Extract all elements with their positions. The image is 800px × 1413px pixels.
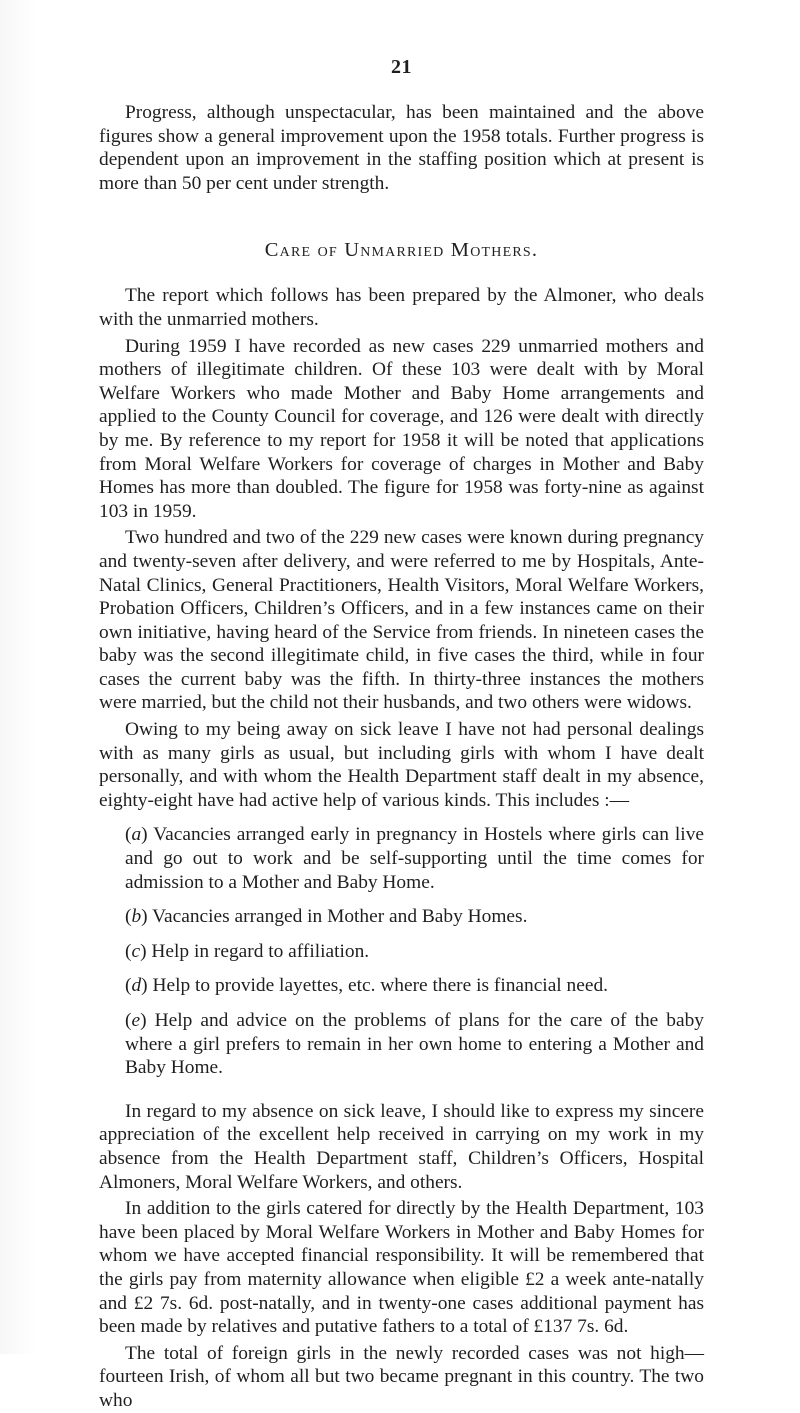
paragraph-almoner-report: The report which follows has been prepared by the Almoner, who deals with the unmarried mothers. xyxy=(99,285,704,330)
list-item-b xyxy=(99,905,704,929)
page-number: 21 xyxy=(391,56,412,78)
intro-paragraph: Progress, although unspectacular, has been maintained and the above figures show a general improvement upon the 1958 totals. Further progress is dependent upon an improvement in the staffing position which at present is more than 50 per cent under strength. xyxy=(99,102,704,194)
paragraph-referrals: Two hundred and two of the 229 new cases were known during pregnancy and twenty-seven after delivery, and were referred to me by Hospitals, Ante-Natal Clinics, General Practitioners, Health Visitors, Moral Welfare Workers, Probation Officers, Children’s Officers, and in a few instances came on their own initiative, having heard of the Service from friends. In nineteen cases the baby was the second illegitimate child, in five cases the third, while in four cases the current baby was the fifth. In thirty-three instances the mothers were married, but the child not their husbands, and two others were widows. xyxy=(99,527,704,714)
list-item-a xyxy=(99,823,704,894)
list-marker-c: (c) xyxy=(125,940,147,962)
paragraph-foreign-girls: The total of foreign girls in the newly recorded cases was not high—fourteen Irish, of whom all but two became pregnant in this country. The two who xyxy=(99,1342,704,1411)
paragraph-financial: In addition to the girls catered for directly by the Health Department, 103 have been placed by Moral Welfare Workers in Mother and Baby Homes for whom we have accepted financial responsibility. It will be remembered that the girls pay from maternity allowance when eligible £2 a week ante-natally and £2 7s. 6d. post-natally, and in twenty-one cases additional payment has been made by relatives and putative fathers to a total of £137 7s. 6d. xyxy=(99,1198,704,1338)
list-marker-d: (d) xyxy=(125,975,148,997)
list-text-d: Help to provide layettes, etc. where there is financial need. xyxy=(152,975,608,997)
list-marker-b: (b) xyxy=(125,906,148,928)
list-text-c: Help in regard to affiliation. xyxy=(151,940,370,962)
list-text-a: Vacancies arranged early in pregnancy in Hostels where girls can live and go out to work and be self-supporting until the time comes for admission to a Mother and Baby Home. xyxy=(125,824,704,893)
section-heading: Care of Unmarried Mothers. xyxy=(264,239,539,262)
list-item-c xyxy=(99,940,704,964)
paragraph-new-cases: During 1959 I have recorded as new cases 229 unmarried mothers and mothers of illegitimate children. Of these 103 were dealt with by Moral Welfare Workers who made Mother and Baby Home arrangements and applied to the County Council for coverage, and 126 were dealt with directly by me. By reference to my report for 1958 it will be noted that applications from Moral Welfare Workers for coverage of charges in Mother and Baby Homes has more than doubled. The figure for 1958 was forty-nine as against 103 in 1959. xyxy=(99,335,704,522)
paragraph-sick-leave-help: Owing to my being away on sick leave I have not had personal dealings with as many girls as usual, but including girls with whom I have dealt personally, and with whom the Health Department staff dealt in my absence, eighty-eight have had active help of various kinds. This includes :— xyxy=(99,719,704,811)
paragraph-appreciation: In regard to my absence on sick leave, I should like to express my sincere appreciation of the excellent help received in carrying on my work in my absence from the Health Department staff, Children’s Officers, Hospital Almoners, Moral Welfare Workers, and others. xyxy=(99,1100,704,1193)
list-item-e xyxy=(99,1009,704,1080)
list-text-e: Help and advice on the problems of plans for the care of the baby where a girl prefers to remain in her own home to entering a Mother and Baby Home. xyxy=(125,1010,704,1079)
list-marker-e: (e) xyxy=(125,1010,147,1031)
list-text-b: Vacancies arranged in Mother and Baby Homes. xyxy=(152,906,528,928)
list-item-d xyxy=(99,974,704,998)
page-fold-shadow xyxy=(0,0,36,1354)
list-marker-a: (a) xyxy=(125,824,148,846)
